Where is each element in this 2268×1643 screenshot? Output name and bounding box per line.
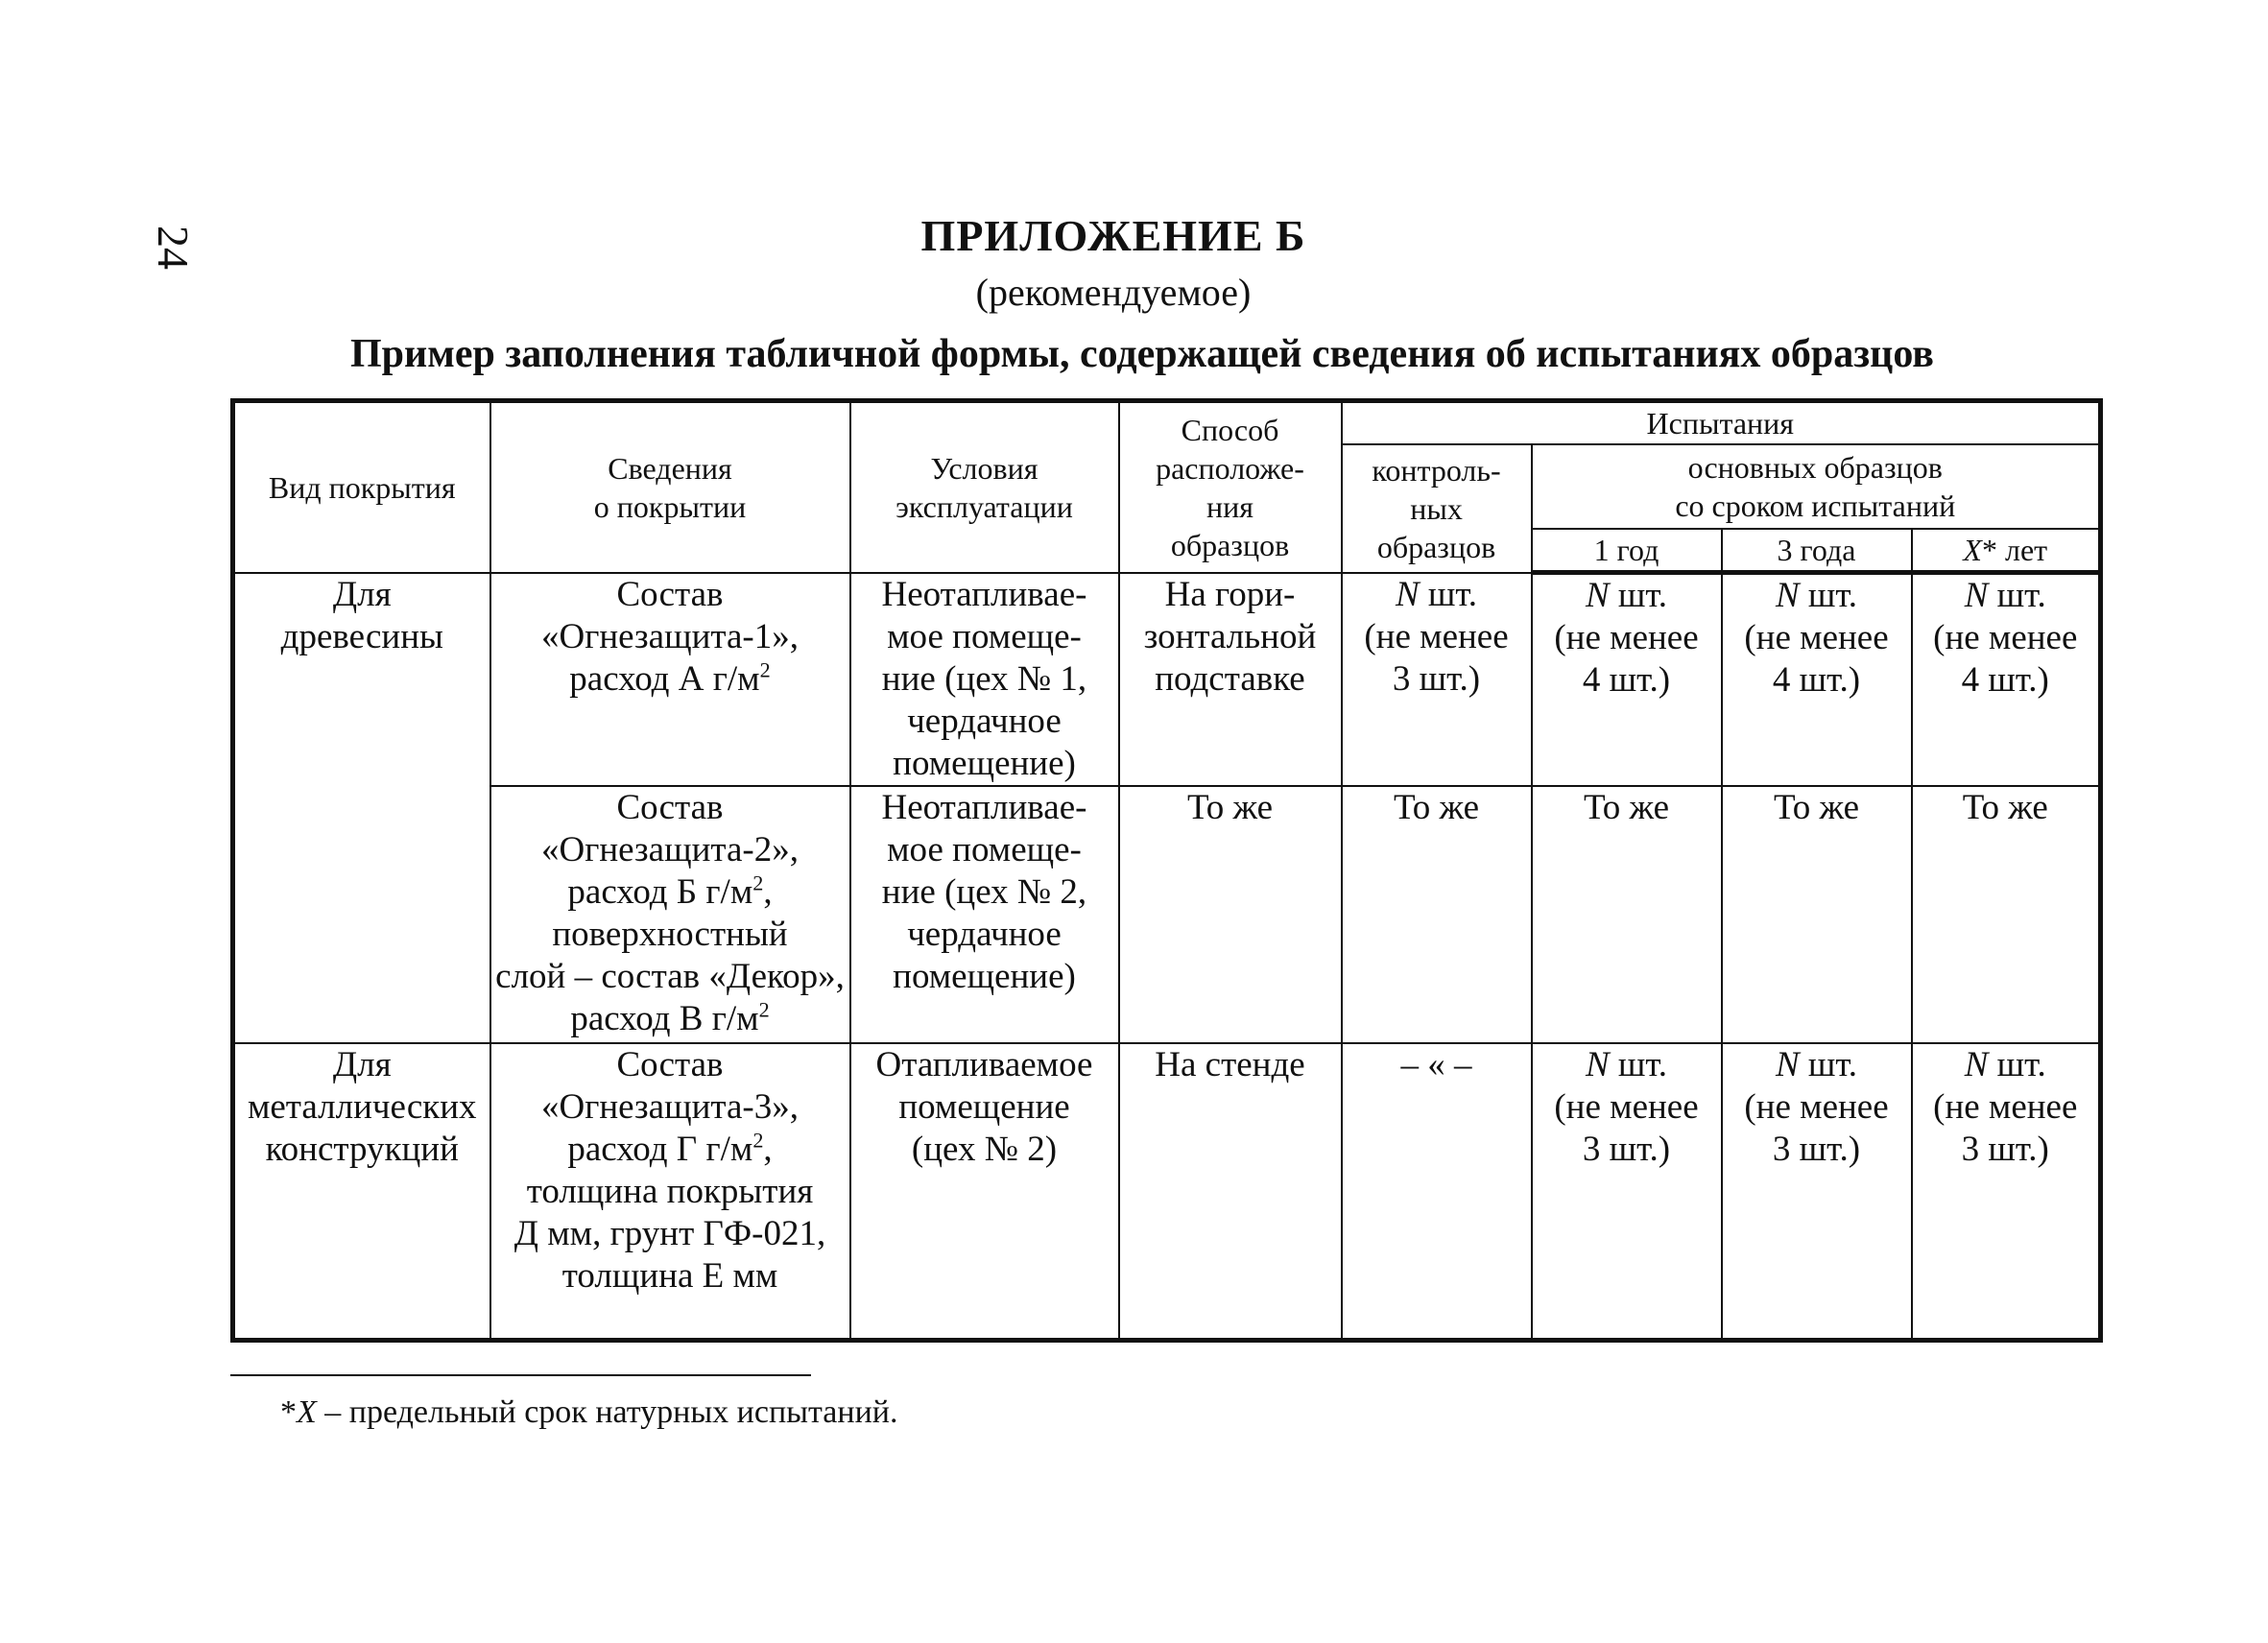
cell-years-x: N шт. (не менее 3 шт.): [1912, 1043, 2101, 1341]
cell-control: – « –: [1342, 1043, 1532, 1341]
header-control-samples: контроль- ных образцов: [1342, 444, 1532, 573]
cell-placement: На стенде: [1119, 1043, 1342, 1341]
appendix-title: ПРИЛОЖЕНИЕ Б: [920, 211, 1306, 260]
header-year-1: 1 год: [1532, 529, 1722, 573]
cell-control: То же: [1342, 786, 1532, 1043]
header-years-x: X* лет: [1912, 529, 2101, 573]
cell-year-1: То же: [1532, 786, 1722, 1043]
page-number: 24: [149, 226, 198, 270]
cell-year-1: N шт. (не менее 3 шт.): [1532, 1043, 1722, 1341]
cell-years-x: N шт. (не менее 4 шт.): [1912, 573, 2101, 786]
table-caption: Пример заполнения табличной формы, содержащей сведения об испытаниях образцов: [350, 332, 1934, 376]
header-years-3: 3 года: [1722, 529, 1912, 573]
cell-years-x: То же: [1912, 786, 2101, 1043]
samples-table: [230, 398, 2103, 1343]
header-coating-info: Сведения о покрытии: [490, 401, 850, 573]
footnote: *X – предельный срок натурных испытаний.: [280, 1394, 898, 1430]
header-coating-type: Вид покрытия: [233, 401, 490, 573]
cell-control: N шт. (не менее 3 шт.): [1342, 573, 1532, 786]
cell-coating-type: Для древесины: [233, 573, 490, 1043]
cell-coating-info: Состав «Огнезащита-2», расход Б $г/м^2$, поверхностный слой – состав «Декор», расход В $г/м^2$: [490, 786, 850, 1043]
cell-coating-info: Состав «Огнезащита-1», расход А $г/м^2$: [490, 573, 850, 786]
header-operating-conditions: Условия эксплуатации: [850, 401, 1119, 573]
cell-placement: На гори- зонтальной подставке: [1119, 573, 1342, 786]
cell-conditions: Неотапливае- мое помеще- ние (цех № 2, чердачное помещение): [850, 786, 1119, 1043]
cell-years-3: N шт. (не менее 4 шт.): [1722, 573, 1912, 786]
cell-placement: То же: [1119, 786, 1342, 1043]
footnote-divider: [230, 1374, 811, 1376]
table-row: [233, 786, 2101, 1043]
cell-conditions: Отапливаемое помещение (цех № 2): [850, 1043, 1119, 1341]
header-main-samples: основных образцов со сроком испытаний: [1532, 444, 2101, 529]
table-row: [233, 1043, 2101, 1341]
cell-year-1: N шт. (не менее 4 шт.): [1532, 573, 1722, 786]
table-row: [233, 573, 2101, 786]
cell-coating-info: Состав «Огнезащита-3», расход Г $г/м^2$, толщина покрытия Д мм, грунт ГФ-021, толщина Е мм: [490, 1043, 850, 1341]
cell-years-3: То же: [1722, 786, 1912, 1043]
cell-years-3: N шт. (не менее 3 шт.): [1722, 1043, 1912, 1341]
appendix-subtitle: (рекомендуемое): [975, 271, 1252, 314]
cell-coating-type: Для металлических конструкций: [233, 1043, 490, 1341]
header-placement-method: Способ расположе- ния образцов: [1119, 401, 1342, 573]
cell-conditions: Неотапливае- мое помеще- ние (цех № 1, чердачное помещение): [850, 573, 1119, 786]
header-tests: Испытания: [1342, 401, 2101, 444]
